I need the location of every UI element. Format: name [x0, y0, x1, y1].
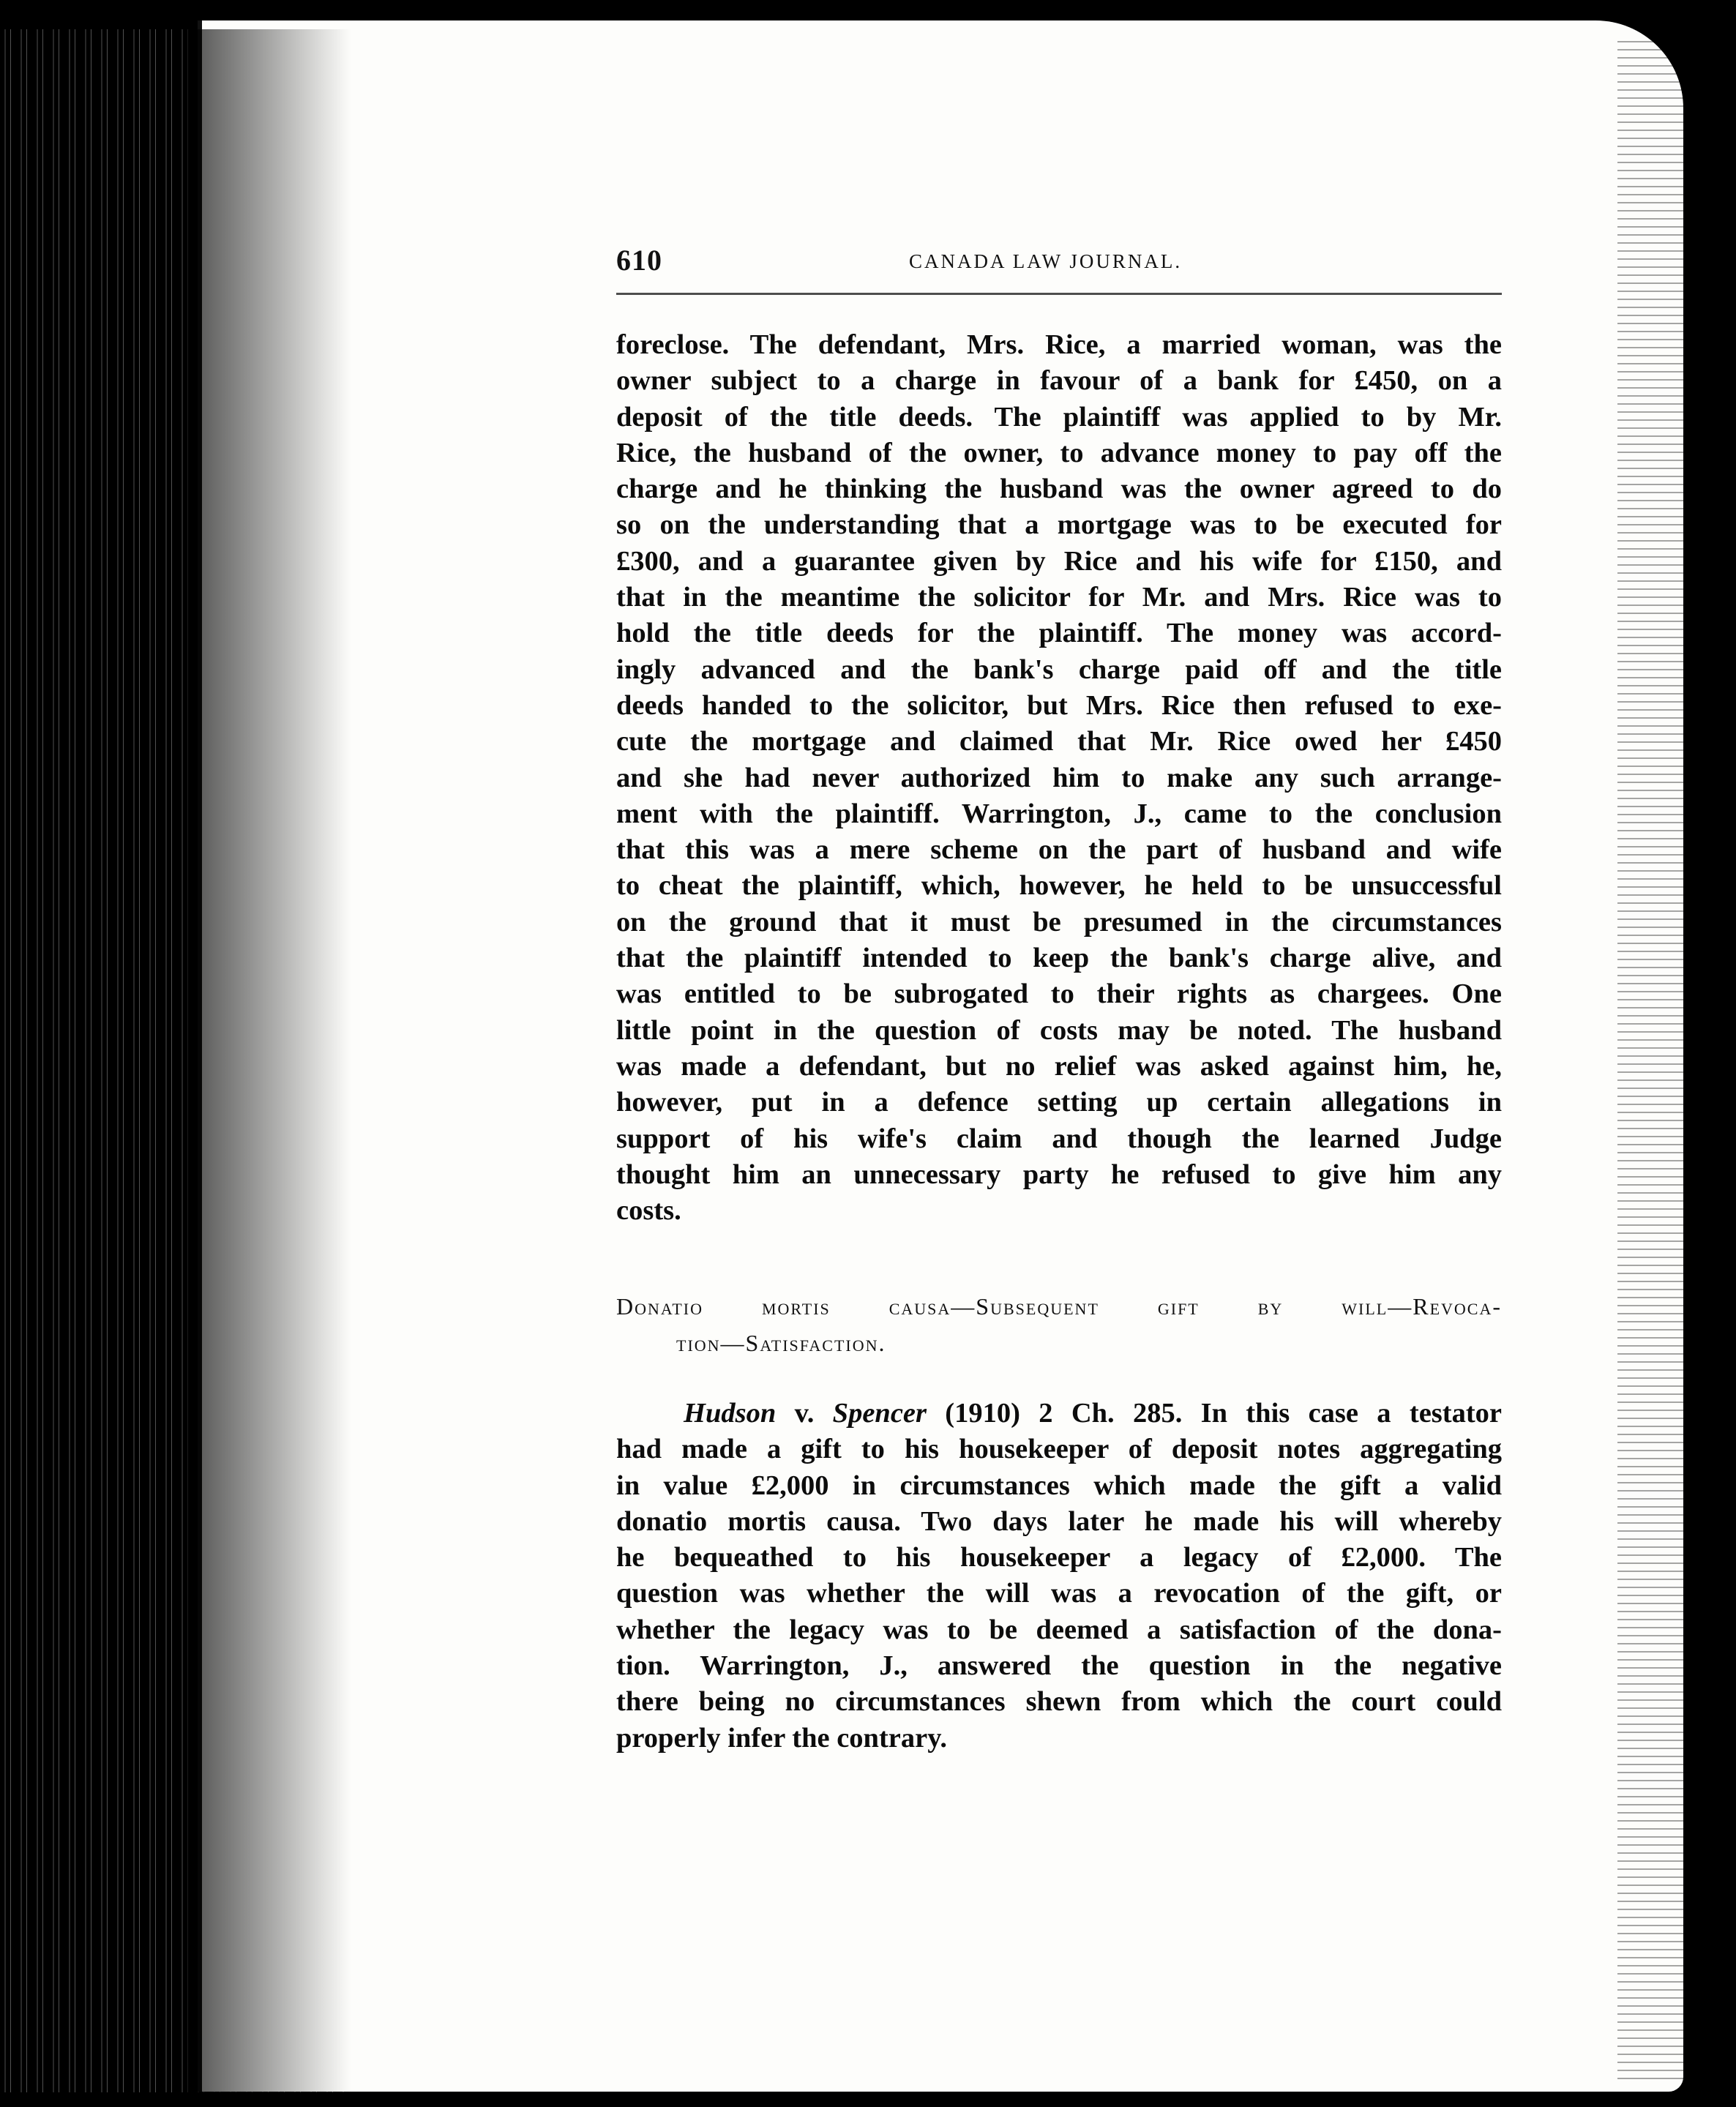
text-line: donatio mortis causa. Two days later he made his will whereby — [616, 1505, 1502, 1537]
text-line: costs. — [616, 1195, 681, 1227]
case-name-2: Spencer — [832, 1398, 927, 1429]
text-line-first — [616, 1396, 1502, 1432]
section-heading-line-2: tion—Satisfaction. — [676, 1330, 886, 1356]
text-line: that this was a mere scheme on the part of husband and wife — [616, 834, 1502, 866]
running-head — [616, 243, 1502, 287]
section-heading — [616, 1288, 1502, 1361]
text-line: Rice, the husband of the owner, to advance money to pay off the — [616, 437, 1502, 468]
text-line: on the ground that it must be presumed in the circumstances — [616, 906, 1502, 938]
bottom-scan-border — [0, 2092, 1736, 2107]
gutter-shadow — [183, 29, 351, 2093]
case-versus: v. — [794, 1398, 815, 1429]
scan-noise-right — [1617, 37, 1683, 2086]
text-line: he bequeathed to his housekeeper a legacy of £2,000. The — [616, 1542, 1502, 1573]
text-line: had made a gift to his housekeeper of deposit notes aggregating — [616, 1434, 1502, 1465]
text-line: thought him an unnecessary party he refused to give him any — [616, 1159, 1502, 1190]
text-line: properly infer the contrary. — [616, 1722, 947, 1754]
text-line: whether the legacy was to be deemed a satisfaction of the dona- — [616, 1614, 1502, 1645]
text-line: question was whether the will was a revocation of the gift, or — [616, 1578, 1502, 1609]
page-number: 610 — [616, 244, 662, 277]
text-line: ingly advanced and the bank's charge paid off and the title — [616, 654, 1502, 685]
text-line: deposit of the title deeds. The plaintiff was applied to by Mr. — [616, 401, 1502, 433]
text-line: to cheat the plaintiff, which, however, he held to be unsuccessful — [616, 870, 1502, 902]
text-line: owner subject to a charge in favour of a bank for £450, on a — [616, 365, 1502, 397]
journal-title: CANADA LAW JOURNAL. — [909, 250, 1183, 272]
text-line: foreclose. The defendant, Mrs. Rice, a married woman, was the — [616, 329, 1502, 360]
paragraph-continued — [616, 327, 1502, 1229]
text-line: ment with the plaintiff. Warrington, J., came to the conclusion — [616, 798, 1502, 829]
text-line: that in the meantime the solicitor for Mr. and Mrs. Rice was to — [616, 582, 1502, 613]
text-line: cute the mortgage and claimed that Mr. Rice owed her £450 — [616, 726, 1502, 757]
text-line: there being no circumstances shewn from which the court could — [616, 1686, 1502, 1718]
text-line: charge and he thinking the husband was the owner agreed to do — [616, 474, 1502, 505]
text-line: £300, and a guarantee given by Rice and his wife for £150, and — [616, 545, 1502, 577]
case-summary-paragraph — [616, 1396, 1502, 1756]
head-rule — [616, 293, 1502, 295]
text-line: hold the title deeds for the plaintiff. The money was accord- — [616, 618, 1502, 649]
text-line: however, put in a defence setting up certain allegations in — [616, 1087, 1502, 1118]
case-citation: (1910) 2 Ch. 285. In this case a testator — [945, 1398, 1502, 1429]
text-line: was entitled to be subrogated to their rights as chargees. One — [616, 978, 1502, 1010]
text-line: in value £2,000 in circumstances which made the gift a valid — [616, 1470, 1502, 1501]
text-line: was made a defendant, but no relief was asked against him, he, — [616, 1050, 1502, 1082]
text-line: little point in the question of costs may be noted. The husband — [616, 1014, 1502, 1046]
text-line: deeds handed to the solicitor, but Mrs. Rice then refused to exe- — [616, 689, 1502, 721]
right-scan-border — [1683, 0, 1736, 2107]
section-heading-line-1: Donatio mortis causa—Subsequent gift by will—Revoca- — [616, 1293, 1502, 1320]
text-line: support of his wife's claim and though the learned Judge — [616, 1123, 1502, 1154]
text-line: that the plaintiff intended to keep the bank's charge alive, and — [616, 943, 1502, 974]
text-line: and she had never authorized him to make any such arrange- — [616, 762, 1502, 793]
case-name: Hudson — [684, 1398, 777, 1429]
text-line: tion. Warrington, J., answered the question in the negative — [616, 1650, 1502, 1682]
text-line: so on the understanding that a mortgage was to be executed for — [616, 509, 1502, 541]
